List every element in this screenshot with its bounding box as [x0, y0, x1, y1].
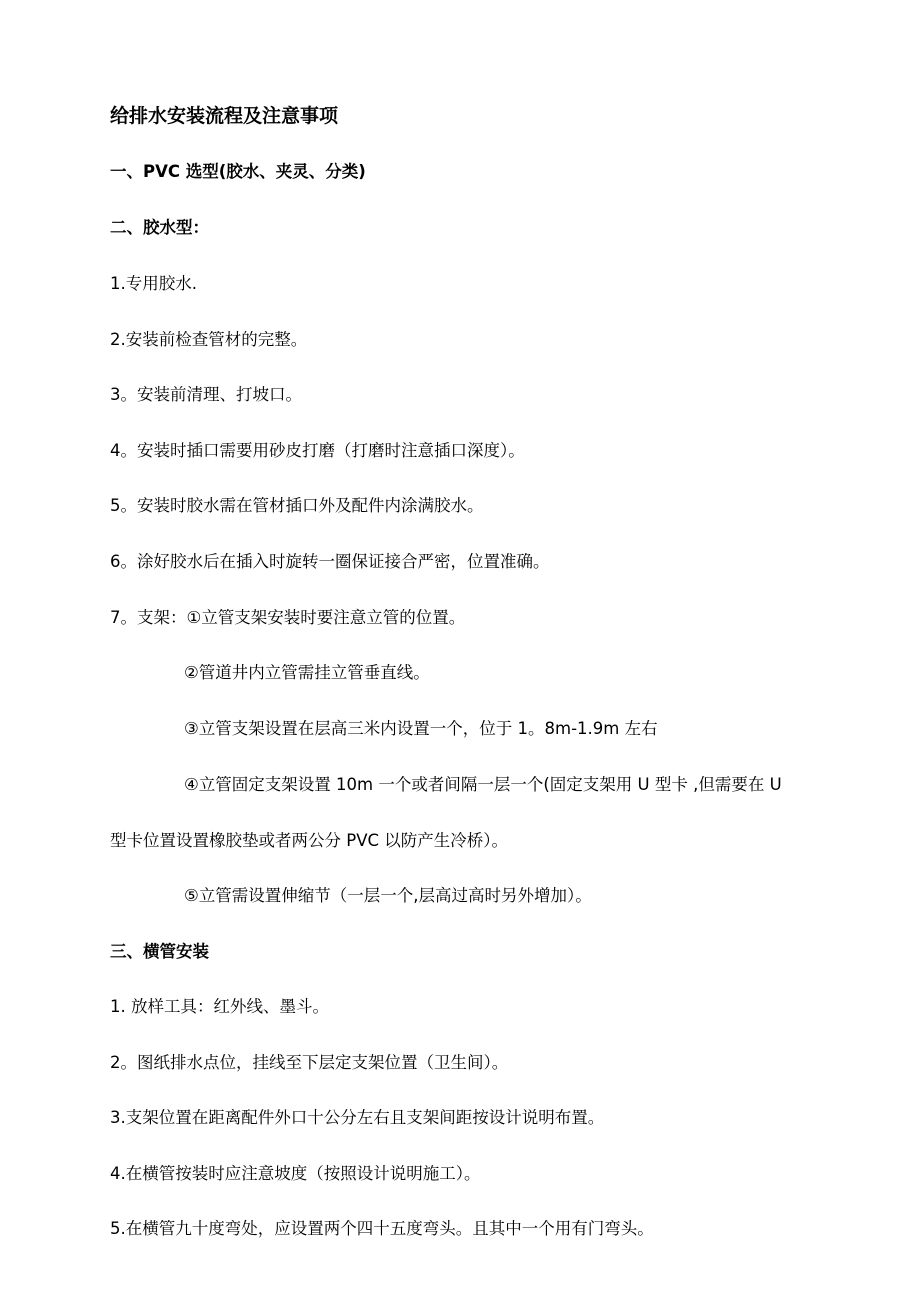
- list-item-bracket: 7。支架：①立管支架安装时要注意立管的位置。: [110, 608, 466, 627]
- list-item: 4.在横管按装时应注意坡度（按照设计说明施工）。: [110, 1164, 481, 1183]
- list-item: 2.安装前检查管材的完整。: [110, 330, 308, 349]
- sub-item: ③立管支架设置在层高三米内设置一个，位于 1。8m-1.9m 左右: [184, 719, 658, 738]
- list-item: 1. 放样工具：红外线、墨斗。: [110, 997, 329, 1016]
- section-heading-pvc-selection: 一、PVC 选型(胶水、夹灵、分类): [110, 162, 366, 181]
- sub-item: ④立管固定支架设置 10m 一个或者间隔一层一个(固定支架用 U 型卡 ,但需要在 U: [184, 775, 782, 794]
- list-item: 5。安装时胶水需在管材插口外及配件内涂满胶水。: [110, 496, 484, 515]
- section-heading-glue-type: 二、胶水型：: [110, 218, 209, 237]
- list-item: 5.在横管九十度弯处，应设置两个四十五度弯头。且其中一个用有门弯头。: [110, 1219, 654, 1238]
- list-item: 6。涂好胶水后在插入时旋转一圈保证接合严密，位置准确。: [110, 552, 550, 571]
- sub-item: ⑤立管需设置伸缩节（一层一个,层高过高时另外增加）。: [184, 886, 592, 905]
- list-item: 4。安装时插口需要用砂皮打磨（打磨时注意插口深度）。: [110, 441, 525, 460]
- list-item: 2。图纸排水点位，挂线至下层定支架位置（卫生间）。: [110, 1053, 509, 1072]
- section-heading-horizontal-pipe: 三、横管安装: [110, 942, 209, 961]
- list-item: 3.支架位置在距离配件外口十公分左右且支架间距按设计说明布置。: [110, 1108, 605, 1127]
- document-title: 给排水安装流程及注意事项: [110, 105, 339, 127]
- sub-item-continuation: 型卡位置设置橡胶垫或者两公分 PVC 以防产生冷桥）。: [110, 831, 508, 850]
- list-item: 3。安装前清理、打坡口。: [110, 385, 302, 404]
- list-item: 1.专用胶水.: [110, 274, 197, 293]
- sub-item: ②管道井内立管需挂立管垂直线。: [184, 663, 430, 682]
